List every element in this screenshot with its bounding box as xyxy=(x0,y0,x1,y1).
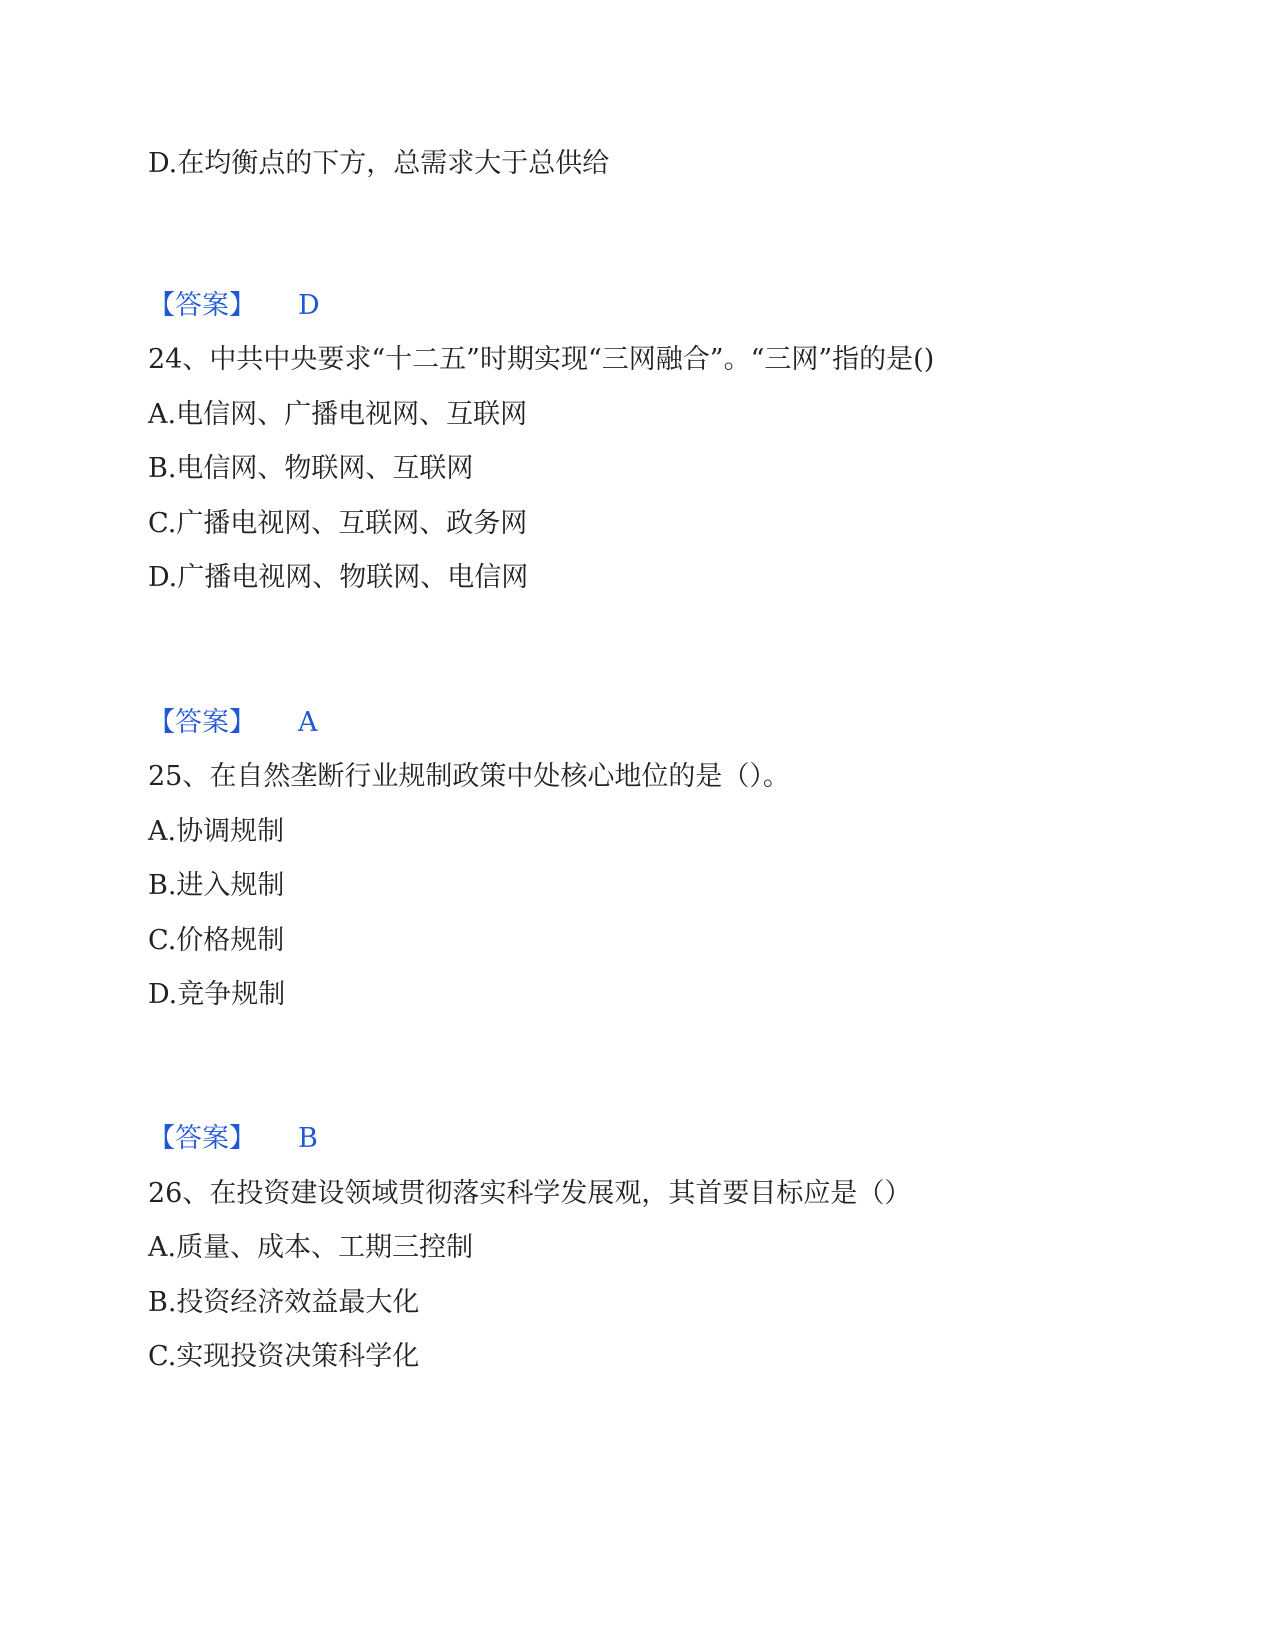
option-b: B.投资经济效益最大化 xyxy=(148,1287,420,1318)
option-a: A.质量、成本、工期三控制 xyxy=(148,1232,474,1263)
answer-label: 【答案】 xyxy=(148,290,256,321)
option-c: C.价格规制 xyxy=(148,925,285,956)
answer-label: 【答案】 xyxy=(148,1123,256,1154)
answer-value: A xyxy=(298,707,318,738)
answer-line-2 xyxy=(148,705,318,741)
question-26: 26、在投资建设领域贯彻落实科学发展观，其首要目标应是（） xyxy=(148,1178,912,1209)
option-c: C.实现投资决策科学化 xyxy=(148,1341,420,1372)
answer-label: 【答案】 xyxy=(148,707,256,738)
option-c: C.广播电视网、互联网、政务网 xyxy=(148,508,528,539)
option-d-prev: D.在均衡点的下方，总需求大于总供给 xyxy=(148,148,610,179)
question-24: 24、中共中央要求“十二五”时期实现“三网融合”。“三网”指的是() xyxy=(148,344,935,375)
option-d: D.竞争规制 xyxy=(148,979,286,1010)
option-d: D.广播电视网、物联网、电信网 xyxy=(148,562,529,593)
question-25: 25、在自然垄断行业规制政策中处核心地位的是（）。 xyxy=(148,761,790,792)
option-b: B.进入规制 xyxy=(148,870,285,901)
option-a: A.协调规制 xyxy=(148,816,285,847)
option-b: B.电信网、物联网、互联网 xyxy=(148,453,474,484)
answer-line-1 xyxy=(148,288,320,324)
answer-line-3 xyxy=(148,1121,318,1157)
answer-value: B xyxy=(298,1123,318,1154)
answer-value: D xyxy=(298,290,320,321)
option-a: A.电信网、广播电视网、互联网 xyxy=(148,399,528,430)
